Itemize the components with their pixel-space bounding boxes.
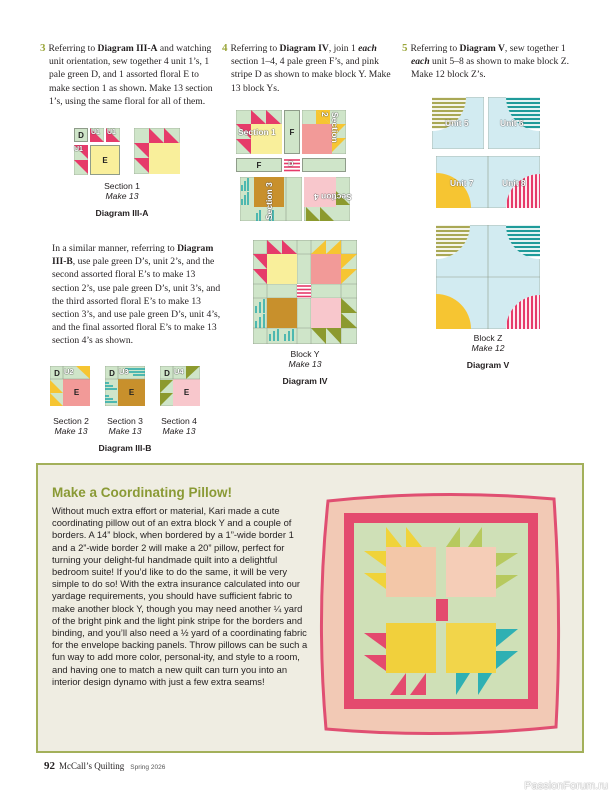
- section-2-caption: Section 2 Make 13: [53, 416, 89, 436]
- pillow-sidebar: [36, 463, 584, 753]
- sidebar-title: Make a Coordinating Pillow!: [52, 485, 233, 500]
- watermark: PassionForum.ru: [524, 780, 608, 792]
- piece-f: [302, 158, 346, 172]
- section-4-caption: Section 4 Make 13: [161, 416, 197, 436]
- step-3-text: 3 Referring to Diagram III-A and watching unit orientation, sew together 4 unit 1’s, 1 pale green D, and 1 assorted floral E to make section 1 as shown. Make 13 section 1’s, using the same floral for all of them.: [40, 42, 213, 107]
- pillow-photo: [310, 487, 572, 743]
- step-3-continued-text: In a similar manner, referring to Diagram III-B, use pale green D’s, unit 2’s, and the second assorted floral E’s to make 13 section 2’s, use pale green D’s, unit 3’s, and the third assorted floral E’s to make 13 section 3’s, and use pale green D’s, unit 4’s, and the final assorted floral E’s to make 13 section 4’s as shown.: [52, 243, 221, 347]
- block-y-caption: Block Y Make 13: [288, 349, 322, 369]
- diagram-4-title: Diagram IV: [282, 376, 328, 386]
- section-3-caption: Section 3 Make 13: [107, 416, 143, 436]
- block-z-caption: Block Z Make 12: [471, 333, 505, 353]
- diagram-3a-title: Diagram III-A: [95, 208, 149, 218]
- diagram-4-exploded: Section 1 F Section 2 F D Section 3 Section 4: [238, 112, 352, 220]
- piece-e: E: [90, 145, 120, 175]
- step-number: 3: [40, 42, 46, 54]
- page-number: 92: [44, 760, 55, 772]
- block-y-icon: [253, 240, 357, 344]
- step-4-text: 4 Referring to Diagram IV, join 1 each section 1–4, 4 pale green F’s, and pink stripe D as shown to make block Y. Make 13 block Ys.: [222, 42, 391, 94]
- sidebar-body: Without much extra effort or material, Kari made a cute coordinating pillow out of an extra block Y and a couple of borders. A 14” block, when bordered by a 1”-wide border 1 and a 2”-wide border 2 will make a 20” pillow, perfect for turning your delight-ful handmade quilt into a delightful bedroom suite! If you’d like to do the same, it will be very simple to do so! With the extra insurance calculated into our yardage requirements, you should have sufficient fabric to make another block Y, though you may need another ¼ yard of the bright pink and the light pink stripe for the borders and binding, and you’ll also need a ½ yard of a coordinating fabric for the envelope backing panels. Throw pillows can be such a fun way to add more color, personal-ity, and style to a room, and having one to match a new quilt can turn you into an interior design dynamo with just a few extra seams!: [52, 505, 308, 687]
- issue-date: Spring 2026: [130, 764, 166, 771]
- page-footer: [44, 760, 165, 772]
- diagram-3a: D U1 U1 U1 E: [72, 126, 182, 216]
- block-z-icon: [436, 225, 540, 329]
- diagram-3b: D U2 E D U3 E D U4 E: [50, 366, 210, 414]
- section-1-assembled-icon: [134, 128, 180, 174]
- diagram-5-title: Diagram V: [466, 360, 510, 370]
- section-1-caption: Section 1 Make 13: [104, 181, 140, 201]
- diagram-3b-title: Diagram III-B: [98, 443, 152, 453]
- step-5-text: 5 Referring to Diagram V, sew together 1 each unit 5–8 as shown to make block Z. Make 12 block Z’s.: [402, 42, 570, 81]
- magazine-name: McCall’s Quilting: [59, 761, 125, 771]
- piece-d: D: [74, 128, 88, 142]
